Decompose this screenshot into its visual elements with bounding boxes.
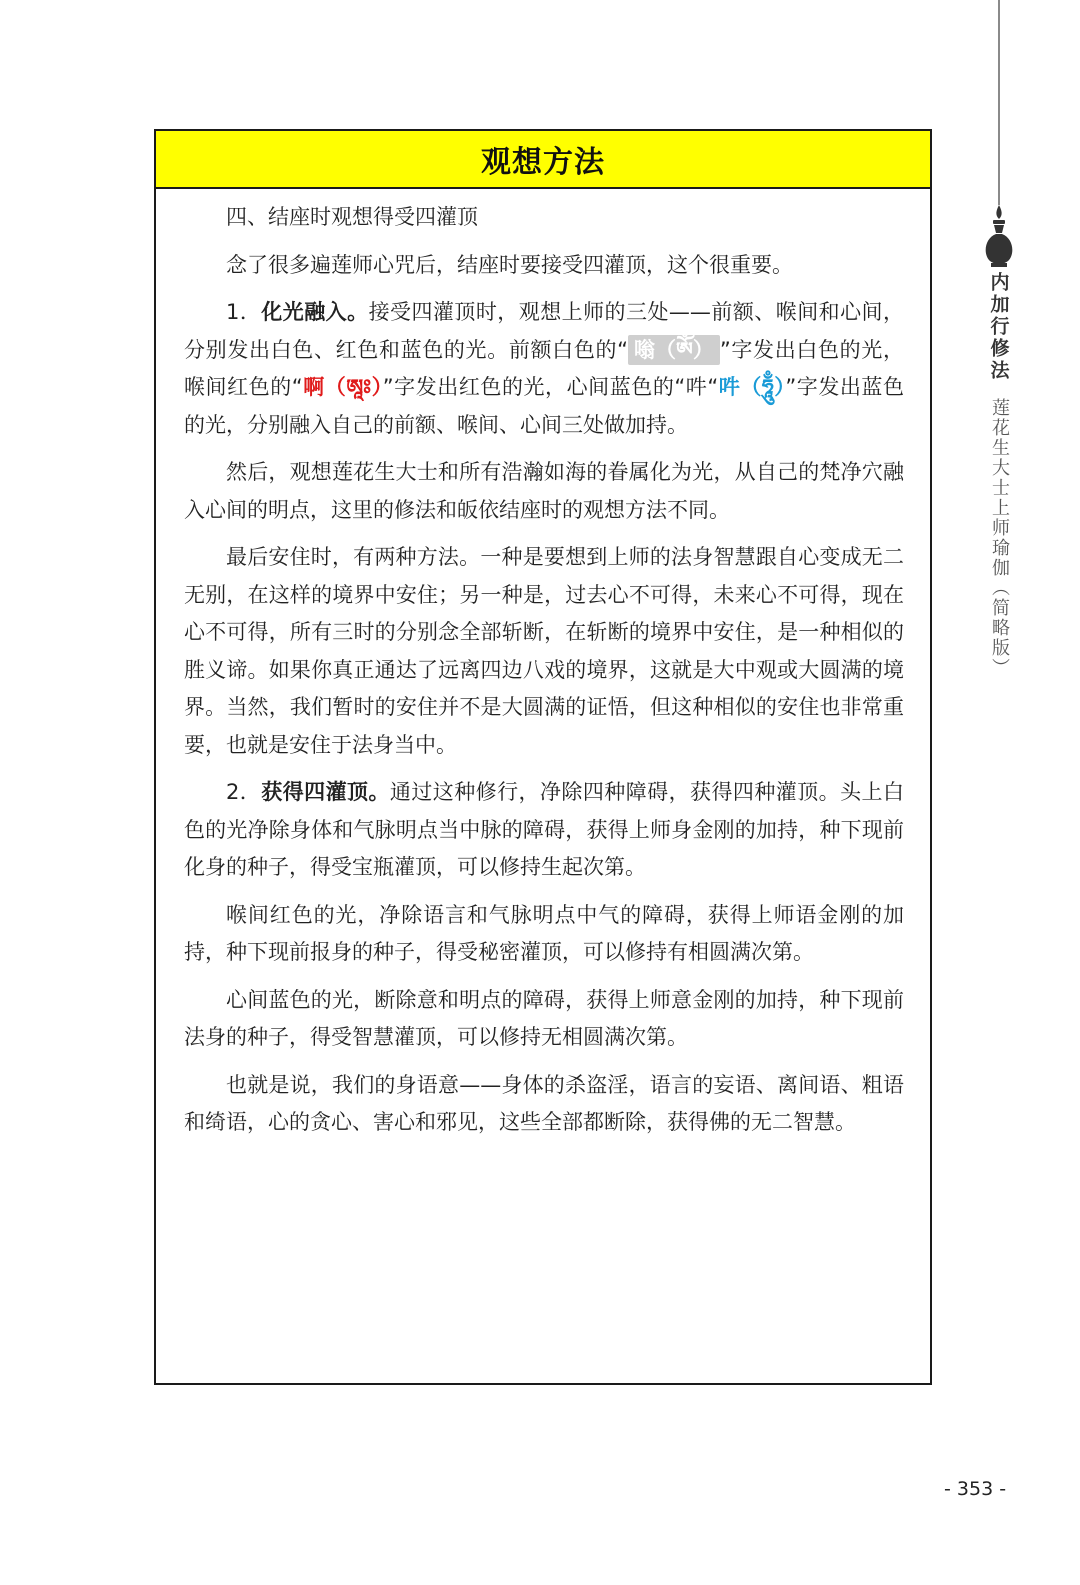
paragraph-text: ”字发出白色的光，喉间红色的“ <box>184 337 904 399</box>
blue-syllable-hung: 吽（ཧཱུྃ） <box>718 375 786 399</box>
frame-header <box>156 131 930 189</box>
section-heading: 四、结座时观想得受四灌顶 <box>226 205 478 229</box>
paragraph-text: ”字发出红色的光，心间蓝色的“吽“ <box>382 375 719 399</box>
white-syllable-om: 嗡（ཨོཾ） <box>628 335 720 365</box>
page-number: - 353 - <box>944 1478 1007 1500</box>
red-syllable-ah: 啊（ཨཱཿ） <box>302 375 383 399</box>
paragraph-4: 最后安住时，有两种方法。一种是要想到上师的法身智慧跟自心变成无二无别，在这样的境界中安住；另一种是，过去心不可得，未来心不可得，现在心不可得，所有三时的分别念全部斩断，在斩断的境界中安住，是一种相似的胜义谛。如果你真正通达了远离四边八戏的境界，这就是大中观或大圆满的境界。当然，我们暂时的安住并不是大圆满的证悟，但这种相似的安住也非常重要，也就是安住于法身当中。 <box>184 545 904 757</box>
paragraph-text: ”字发出蓝色的光，分别融入自己的前额、喉间、心间三处做加持。 <box>184 375 904 437</box>
vase-ornament-icon <box>981 205 1017 267</box>
side-section-title: 内加行修法 <box>987 272 1010 382</box>
paragraph-5 <box>184 774 904 887</box>
paragraph-1: 念了很多遍莲师心咒后，结座时要接受四灌顶，这个很重要。 <box>226 252 793 277</box>
paragraph-6: 喉间红色的光，净除语言和气脉明点中气的障碍，获得上师语金刚的加持，种下现前报身的种子，得受秘密灌顶，可以修持有相圆满次第。 <box>184 902 904 964</box>
paragraph-text: 通过这种修行，净除四种障碍，获得四种灌顶。头上白色的光净除身体和气脉明点当中脉的障碍，获得上师身金刚的加持，种下现前化身的种子，得受宝瓶灌顶，可以修持生起次第。 <box>184 780 904 879</box>
paragraph-7: 心间蓝色的光，断除意和明点的障碍，获得上师意金刚的加持，种下现前法身的种子，得受智慧灌顶，可以修持无相圆满次第。 <box>184 987 904 1049</box>
item-number: 1． <box>226 300 262 324</box>
content-frame <box>154 129 932 1385</box>
item-number: 2． <box>226 780 262 804</box>
paragraph-3: 然后，观想莲花生大士和所有浩瀚如海的眷属化为光，从自己的梵净穴融入心间的明点，这里的修法和皈依结座时的观想方法不同。 <box>184 460 904 522</box>
paragraph-8: 也就是说，我们的身语意——身体的杀盗淫，语言的妄语、离间语、粗语和绮语，心的贪心、害心和邪见，这些全部都断除，获得佛的无二智慧。 <box>184 1072 904 1134</box>
frame-title: 观想方法 <box>481 145 605 180</box>
item-lead: 化光融入。 <box>261 300 369 324</box>
body-text <box>184 199 904 1152</box>
paragraph-2 <box>184 294 904 444</box>
paragraph-text: 接受四灌顶时，观想上师的三处——前额、喉间和心间，分别发出白色、红色和蓝色的光。前额白色的“ <box>184 300 905 362</box>
item-lead: 获得四灌顶。 <box>261 780 390 804</box>
side-rule <box>998 0 1000 205</box>
side-book-title: 莲花生大士上师瑜伽（简略版） <box>989 398 1010 678</box>
side-title <box>986 272 1012 678</box>
